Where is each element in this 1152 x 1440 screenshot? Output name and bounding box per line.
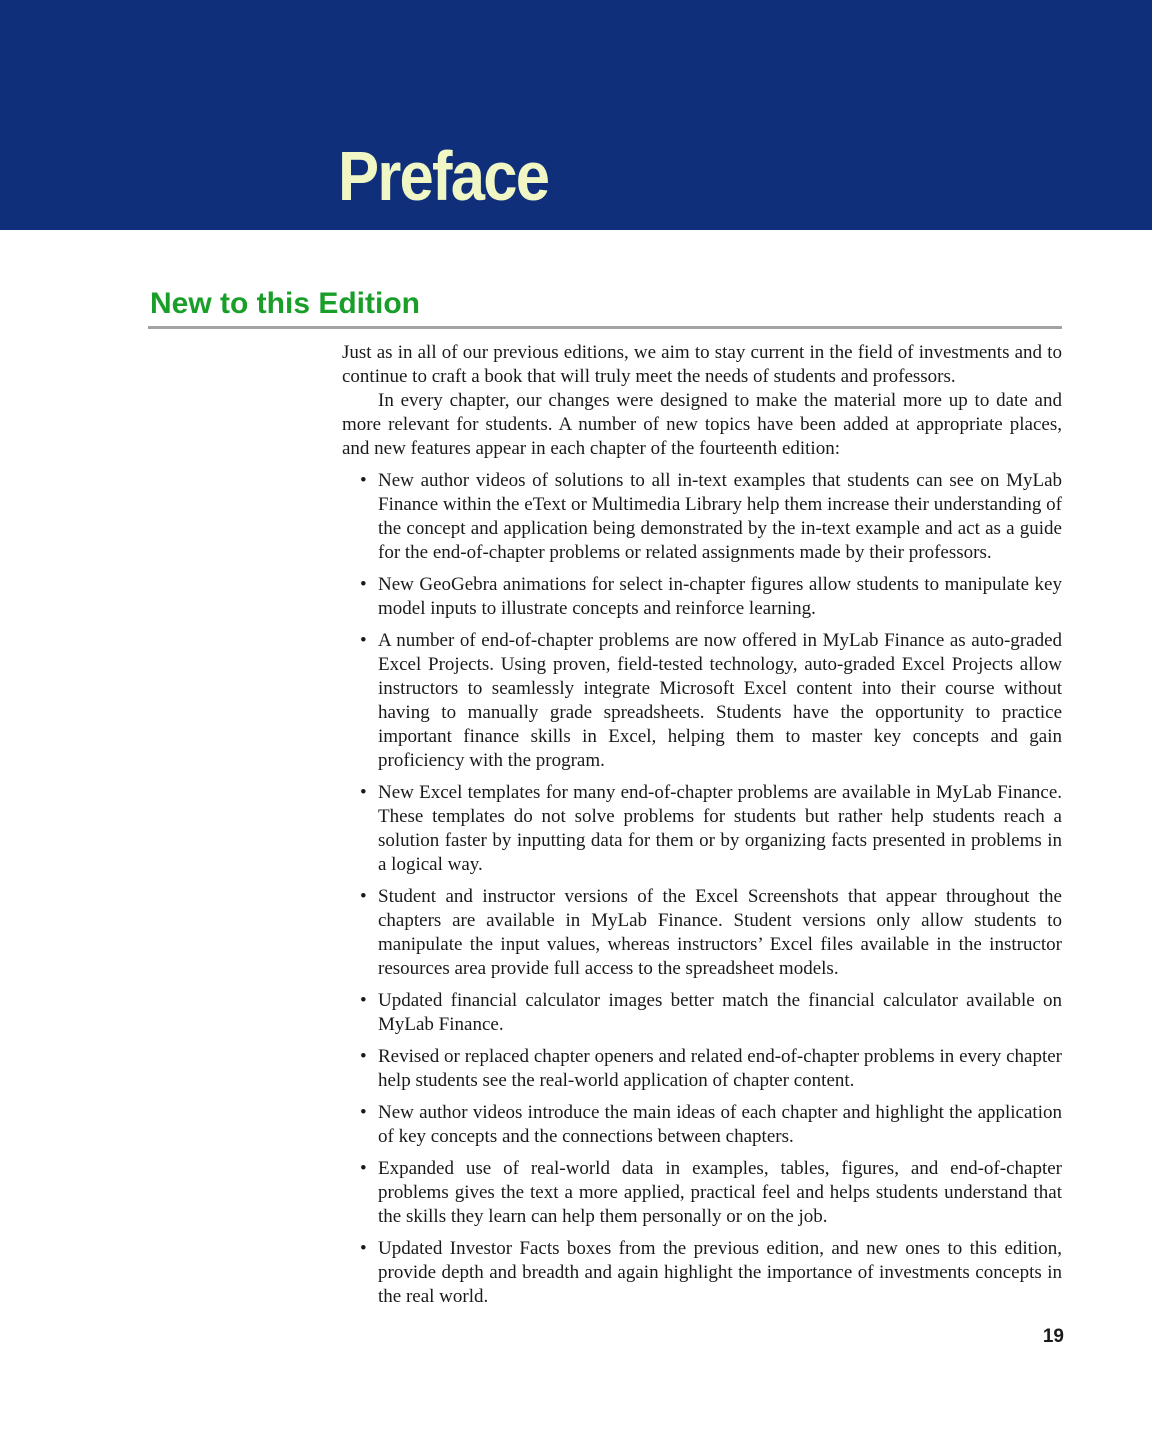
list-item xyxy=(342,1101,1062,1149)
bullet-icon: • xyxy=(360,782,367,803)
page-title: Preface xyxy=(338,137,549,215)
bullet-icon: • xyxy=(360,574,367,595)
list-item xyxy=(342,573,1062,621)
intro-paragraph: Just as in all of our previous editions, we aim to stay current in the field of investments and to continue to craft a book that will truly meet the needs of students and professors. xyxy=(342,342,1062,387)
list-item-text: Revised or replaced chapter openers and related end-of-chapter problems in every chapter help students see the real-world application of chapter content. xyxy=(378,1046,1062,1091)
list-item xyxy=(342,1157,1062,1229)
bullet-icon: • xyxy=(360,886,367,907)
list-item-text: New Excel templates for many end-of-chapter problems are available in MyLab Finance. These templates do not solve problems for students but rather help students reach a solution faster by inputting data for them or by organizing facts presented in problems in a logical way. xyxy=(378,782,1062,875)
bullet-icon: • xyxy=(360,470,367,491)
bullet-icon: • xyxy=(360,1102,367,1123)
header-band xyxy=(0,0,1152,230)
list-item-text: Student and instructor versions of the Excel Screenshots that appear throughout the chapters are available in MyLab Finance. Student versions only allow students to manipulate the input values, whereas instructors’ Excel files available in the instructor resources area provide full access to the spreadsheet models. xyxy=(378,886,1062,979)
bullet-icon: • xyxy=(360,1046,367,1067)
bullet-icon: • xyxy=(360,1238,367,1259)
list-item xyxy=(342,1237,1062,1309)
list-item-text: A number of end-of-chapter problems are now offered in MyLab Finance as auto-graded Excel Projects. Using proven, field-tested technology, auto-graded Excel Projects allow instructors to seamlessly integrate Microsoft Excel content into their course without having to manually grade spreadsheets. Students have the opportunity to practice important finance skills in Excel, helping them to master key concepts and gain proficiency with the program. xyxy=(378,630,1062,771)
list-item xyxy=(342,989,1062,1037)
list-item-text: Expanded use of real-world data in examples, tables, figures, and end-of-chapter problems gives the text a more applied, practical feel and helps students understand that the skills they learn can help them personally or on the job. xyxy=(378,1158,1062,1227)
list-item-text: New author videos of solutions to all in-text examples that students can see on MyLab Finance within the eText or Multimedia Library help them increase their understanding of the concept and application being demonstrated by the in-text example and act as a guide for the end-of-chapter problems or related assignments made by their professors. xyxy=(378,470,1062,563)
bullet-icon: • xyxy=(360,990,367,1011)
new-features-list xyxy=(342,469,1062,1309)
bullet-icon: • xyxy=(360,630,367,651)
section-heading: New to this Edition xyxy=(150,287,420,320)
bullet-icon: • xyxy=(360,1158,367,1179)
list-item-text: New GeoGebra animations for select in-chapter figures allow students to manipulate key model inputs to illustrate concepts and reinforce learning. xyxy=(378,574,1062,619)
list-item xyxy=(342,885,1062,981)
section-rule xyxy=(148,326,1062,329)
list-item xyxy=(342,1045,1062,1093)
body-text xyxy=(342,341,1062,1317)
list-item xyxy=(342,629,1062,773)
page-number: 19 xyxy=(1042,1326,1064,1347)
list-item-text: Updated financial calculator images better match the financial calculator available on MyLab Finance. xyxy=(378,990,1062,1035)
list-item-text: Updated Investor Facts boxes from the previous edition, and new ones to this edition, provide depth and breadth and again highlight the importance of investments concepts in the real world. xyxy=(378,1238,1062,1307)
intro-paragraph: In every chapter, our changes were designed to make the material more up to date and more relevant for students. A number of new topics have been added at appropriate places, and new features appear in each chapter of the fourteenth edition: xyxy=(342,390,1062,459)
list-item xyxy=(342,469,1062,565)
list-item-text: New author videos introduce the main ideas of each chapter and highlight the application of key concepts and the connections between chapters. xyxy=(378,1102,1062,1147)
list-item xyxy=(342,781,1062,877)
